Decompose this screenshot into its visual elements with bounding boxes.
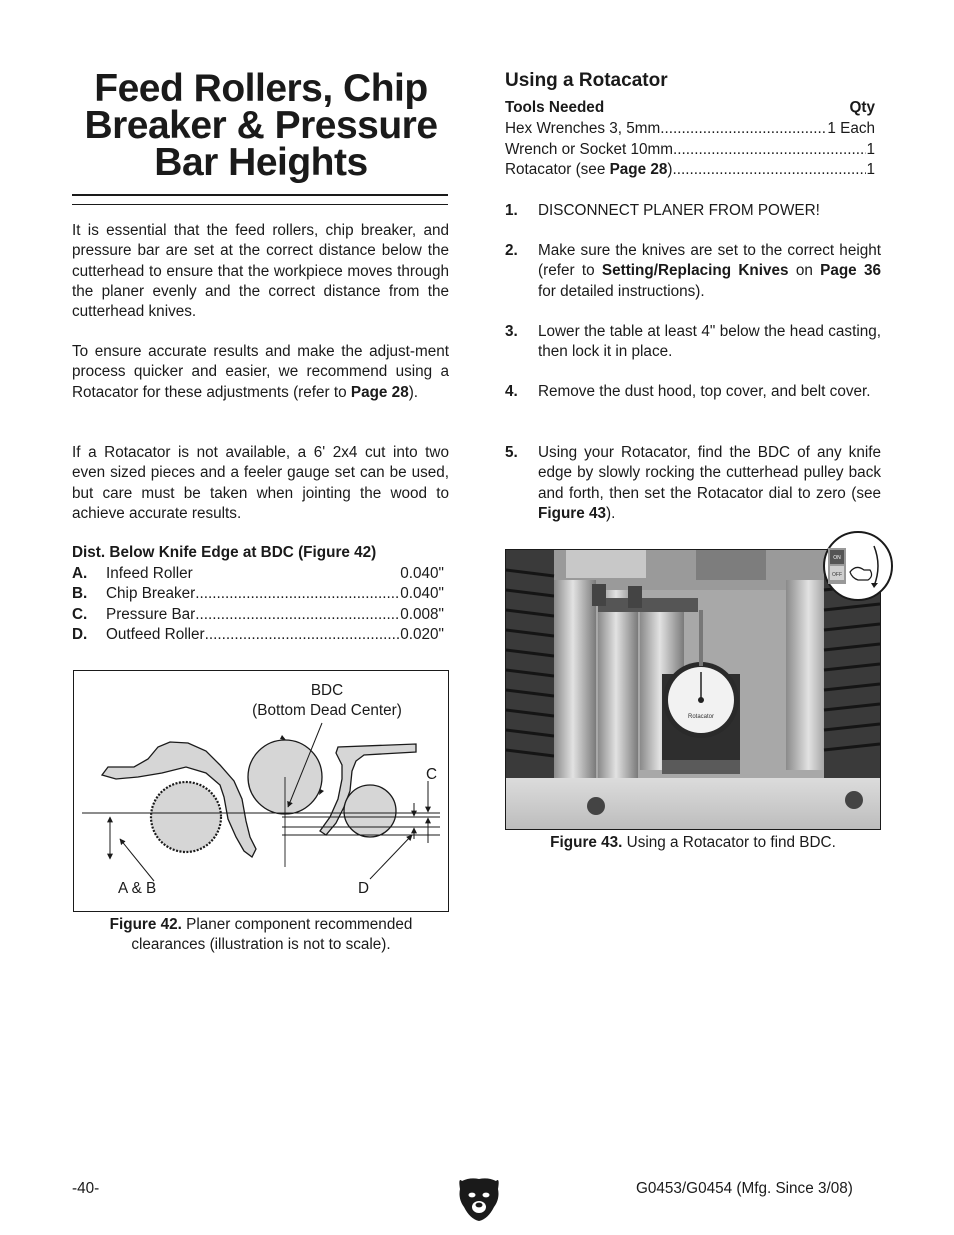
tools-needed-label: Tools Needed — [505, 99, 605, 116]
figure-42-diagram — [73, 670, 449, 912]
label-d: D — [358, 880, 370, 897]
figure-42-caption: Figure 42. Planer component recommended clearances (illustration is not to scale). — [109, 916, 413, 953]
page-number: -40- — [72, 1180, 100, 1197]
page-title — [72, 67, 450, 184]
dial-gauge — [663, 662, 739, 738]
step-4: 4. Remove the dust hood, top cover, and belt cover. — [505, 383, 871, 400]
spec-row-b: B. Chip Breaker ..... 0.040" — [72, 584, 444, 604]
step-1: 1. DISCONNECT PLANER FROM POWER! — [505, 202, 820, 219]
label-a-and-b: A & B — [118, 880, 157, 897]
spec-row-c: C. Pressure Bar ..... 0.008" — [72, 605, 444, 625]
gauge-brand-label: Rotacator — [687, 714, 715, 720]
title-line-3: Bar Heights — [154, 141, 368, 184]
power-off-badge-icon — [822, 530, 894, 602]
figure-43-caption: Figure 43. Using a Rotacator to find BDC. — [550, 834, 836, 851]
title-line-1: Feed Rollers, Chip — [94, 67, 428, 110]
qty-label: Qty — [849, 99, 875, 116]
spec-row-a: A. Infeed Roller 0.040" — [72, 565, 444, 582]
clearance-diagram — [74, 671, 448, 911]
switch-on-label: ON — [833, 555, 841, 561]
step-3: 3. Lower the table at least 4" below the head casting, then lock it in place. — [505, 323, 881, 361]
title-rule-thick — [72, 194, 448, 196]
step-5: 5. Using your Rotacator, find the BDC of any knife edge by slowly rocking the cutterhead pulley back and forth, then set the Rotacator dial to zero (see Figure 43). — [505, 444, 881, 522]
spec-row-d: D. Outfeed Roller ..... 0.020" — [72, 625, 444, 645]
section-heading-rotacator: Using a Rotacator — [505, 70, 668, 91]
intro-paragraph-1: It is essential that the feed rollers, chip breaker, and pressure bar are set at the correct distance below the cutterhead to ensure that the workpiece moves through the planer evenly and the correct distance from the cutterhead knives. — [72, 222, 449, 321]
intro-paragraph-3: If a Rotacator is not available, a 6' 2x4 cut into two even sized pieces and a feeler gauge set can be used, but care must be taken when jointing the wood to achieve accurate results. — [72, 444, 449, 522]
label-bdc-full: (Bottom Dead Center) — [252, 702, 402, 719]
bear-head-logo-icon — [456, 1175, 502, 1223]
title-line-2: Breaker & Pressure — [84, 104, 438, 147]
infeed-roller — [151, 782, 221, 852]
intro-paragraph-2: To ensure accurate results and make the adjust-ment process quicker and easier, we recommend using a Rotacator for these adjustments (refer to Page 28). — [72, 343, 449, 401]
left-bellows — [506, 550, 554, 778]
switch-off-label: OFF — [832, 572, 842, 578]
tool-row-wrench-socket: Wrench or Socket 10mm ..... 1 — [505, 140, 875, 160]
label-bdc: BDC — [310, 682, 344, 699]
page-28-ref: Page 28 — [350, 383, 409, 401]
step-2: 2. Make sure the knives are set to the correct height (refer to Setting/Replacing Knives on Page 36 for detailed instructions). — [505, 242, 881, 300]
outfeed-roller — [344, 785, 396, 837]
spec-title: Dist. Below Knife Edge at BDC (Figure 42) — [72, 544, 377, 561]
tool-row-hex-wrenches: Hex Wrenches 3, 5mm ..... 1 Each — [505, 119, 875, 139]
tools-header — [505, 99, 875, 117]
label-c: C — [426, 766, 438, 783]
tool-row-rotacator: Rotacator (see Page 28) ..... 1 — [505, 160, 875, 180]
title-rule-thin — [72, 204, 448, 205]
model-info: G0453/G0454 (Mfg. Since 3/08) — [636, 1180, 853, 1197]
